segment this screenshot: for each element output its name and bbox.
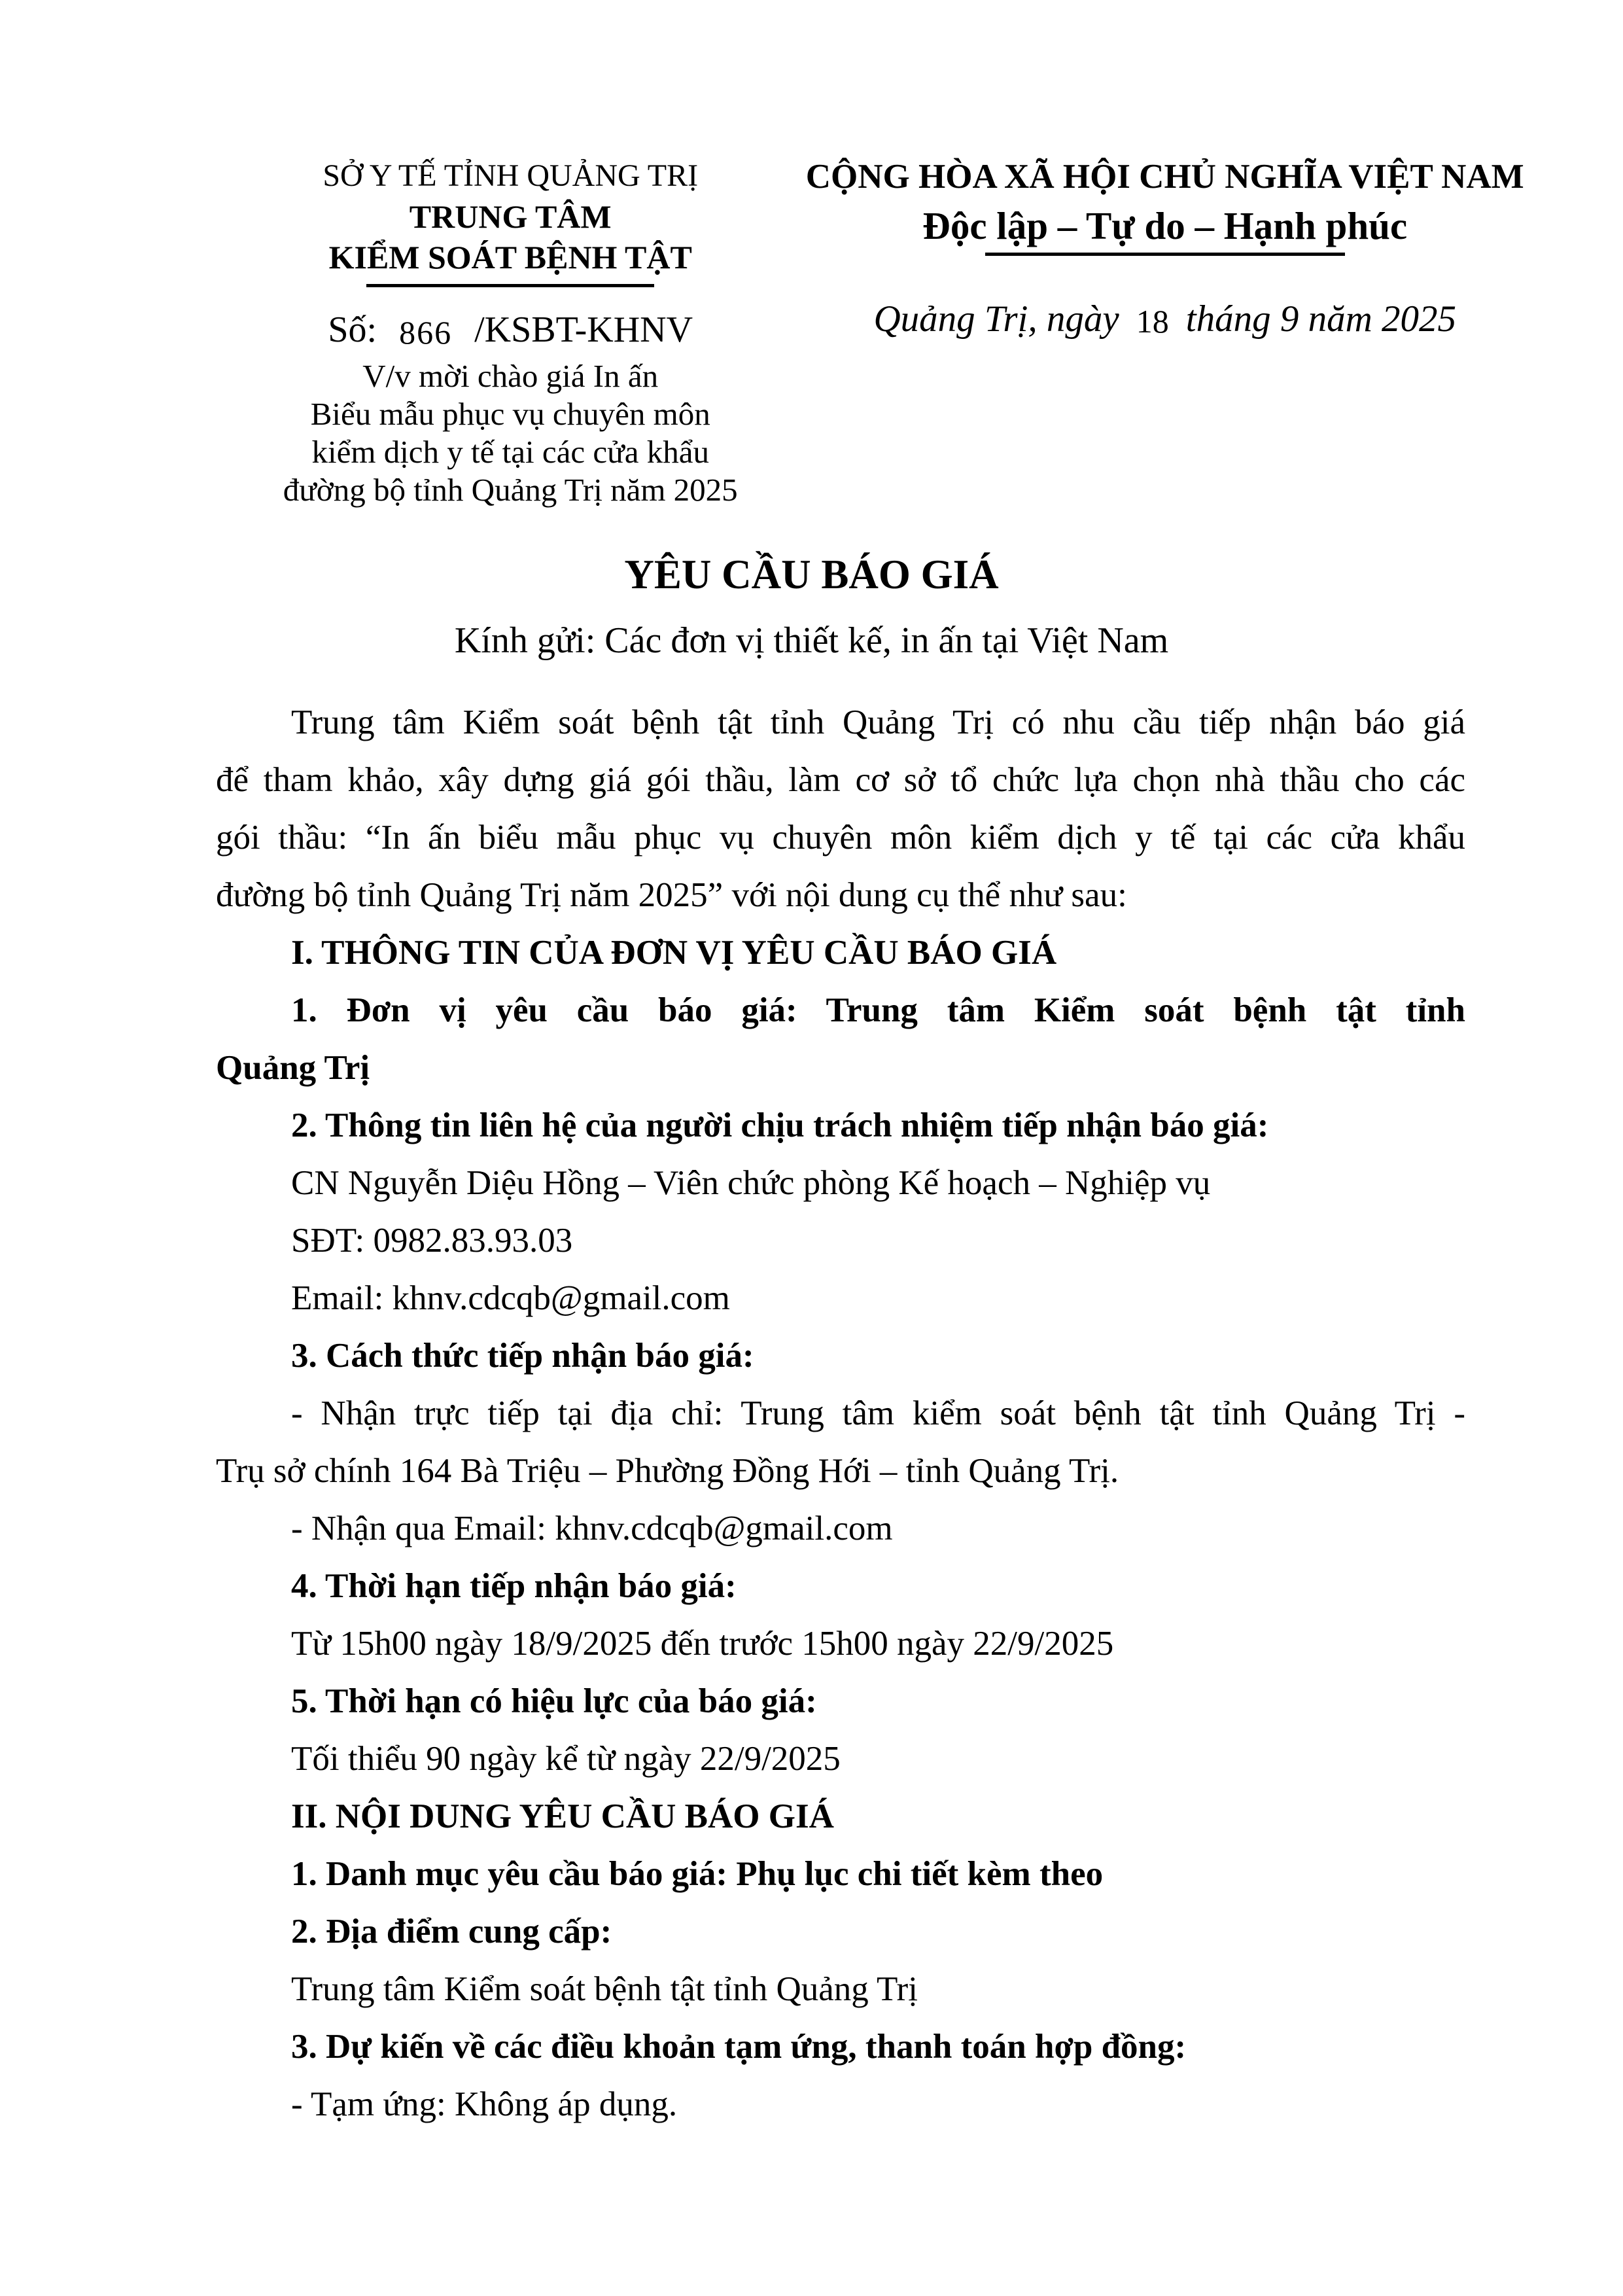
org-underline-rule — [366, 284, 654, 287]
body-line: 1. Đơn vị yêu cầu báo giá: Trung tâm Kiểm soát bệnh tật tỉnh — [291, 991, 1465, 1029]
body-line: SĐT: 0982.83.93.03 — [291, 1222, 573, 1260]
document-number-label: Số: — [328, 309, 377, 350]
body-line: để tham khảo, xây dựng giá gói thầu, làm cơ sở tổ chức lựa chọn nhà thầu cho các — [216, 761, 1465, 799]
national-motto-line2: Độc lập – Tự do – Hạnh phúc — [922, 204, 1408, 247]
motto-underline-rule — [985, 253, 1345, 256]
subject-line: V/v mời chào giá In ấn — [362, 358, 659, 394]
national-header-block — [805, 156, 1525, 343]
body-line: Trung tâm Kiểm soát bệnh tật tỉnh Quảng Trị có nhu cầu tiếp nhận báo giá — [291, 703, 1465, 741]
item-heading: 5. Thời hạn có hiệu lực của báo giá: — [291, 1682, 817, 1720]
body-line: CN Nguyễn Diệu Hồng – Viên chức phòng Kế hoạch – Nghiệp vụ — [291, 1164, 1211, 1202]
place-date-line — [805, 296, 1525, 343]
body-line: gói thầu: “In ấn biểu mẫu phục vụ chuyên môn kiểm dịch y tế tại các cửa khẩu — [216, 819, 1465, 857]
national-motto-line1: CỘNG HÒA XÃ HỘI CHỦ NGHĨA VIỆT NAM — [805, 158, 1524, 196]
issuing-org-block — [216, 156, 805, 509]
section-heading: II. NỘI DUNG YÊU CẦU BÁO GIÁ — [291, 1797, 834, 1835]
body-line: Trung tâm Kiểm soát bệnh tật tỉnh Quảng Trị — [291, 1970, 918, 2008]
item-heading: 4. Thời hạn tiếp nhận báo giá: — [291, 1567, 737, 1605]
body-line: Email: khnv.cdcqb@gmail.com — [291, 1279, 730, 1317]
date-day-value: 18 — [1136, 303, 1169, 340]
item-heading: 3. Dự kiến về các điều khoản tạm ứng, thanh toán hợp đồng: — [291, 2028, 1187, 2066]
body-line: Từ 15h00 ngày 18/9/2025 đến trước 15h00 ngày 22/9/2025 — [291, 1625, 1114, 1663]
document-number-line — [216, 307, 805, 353]
section-heading: I. THÔNG TIN CỦA ĐƠN VỊ YÊU CẦU BÁO GIÁ — [291, 934, 1057, 972]
date-place-prefix: Quảng Trị, ngày — [873, 298, 1119, 340]
subject-line: kiểm dịch y tế tại các cửa khẩu — [311, 434, 709, 470]
item-heading: 1. Danh mục yêu cầu báo giá: Phụ lục chi tiết kèm theo — [291, 1855, 1104, 1893]
org-name-line2: KIỂM SOÁT BỆNH TẬT — [328, 239, 692, 275]
body-line: đường bộ tỉnh Quảng Trị năm 2025” với nội dung cụ thể như sau: — [216, 876, 1127, 914]
parent-department-name: SỞ Y TẾ TỈNH QUẢNG TRỊ — [323, 158, 699, 193]
org-name-line1: TRUNG TÂM — [409, 198, 612, 235]
item-heading: 3. Cách thức tiếp nhận báo giá: — [291, 1337, 754, 1375]
document-header — [0, 0, 1623, 509]
body-line: Trụ sở chính 164 Bà Triệu – Phường Đồng Hới – tỉnh Quảng Trị. — [216, 1452, 1119, 1490]
subject-line: đường bộ tỉnh Quảng Trị năm 2025 — [283, 472, 738, 508]
date-suffix: tháng 9 năm 2025 — [1185, 298, 1456, 340]
subject-line: Biểu mẫu phục vụ chuyên môn — [310, 396, 710, 432]
body-line: Tối thiểu 90 ngày kể từ ngày 22/9/2025 — [291, 1740, 841, 1778]
body-line: Quảng Trị — [216, 1049, 370, 1087]
document-body — [216, 694, 1465, 2133]
document-number-value: 866 — [399, 314, 453, 351]
body-line: - Nhận trực tiếp tại địa chỉ: Trung tâm kiểm soát bệnh tật tỉnh Quảng Trị - — [291, 1394, 1465, 1432]
document-number-suffix: /KSBT-KHNV — [474, 309, 693, 350]
document-title: YÊU CẦU BÁO GIÁ — [624, 552, 999, 597]
body-line: - Nhận qua Email: khnv.cdcqb@gmail.com — [291, 1510, 893, 1547]
body-line: - Tạm ứng: Không áp dụng. — [291, 2085, 678, 2123]
salutation-line: Kính gửi: Các đơn vị thiết kế, in ấn tại Việt Nam — [454, 620, 1169, 661]
item-heading: 2. Địa điểm cung cấp: — [291, 1913, 612, 1951]
item-heading: 2. Thông tin liên hệ của người chịu trách nhiệm tiếp nhận báo giá: — [291, 1106, 1269, 1144]
